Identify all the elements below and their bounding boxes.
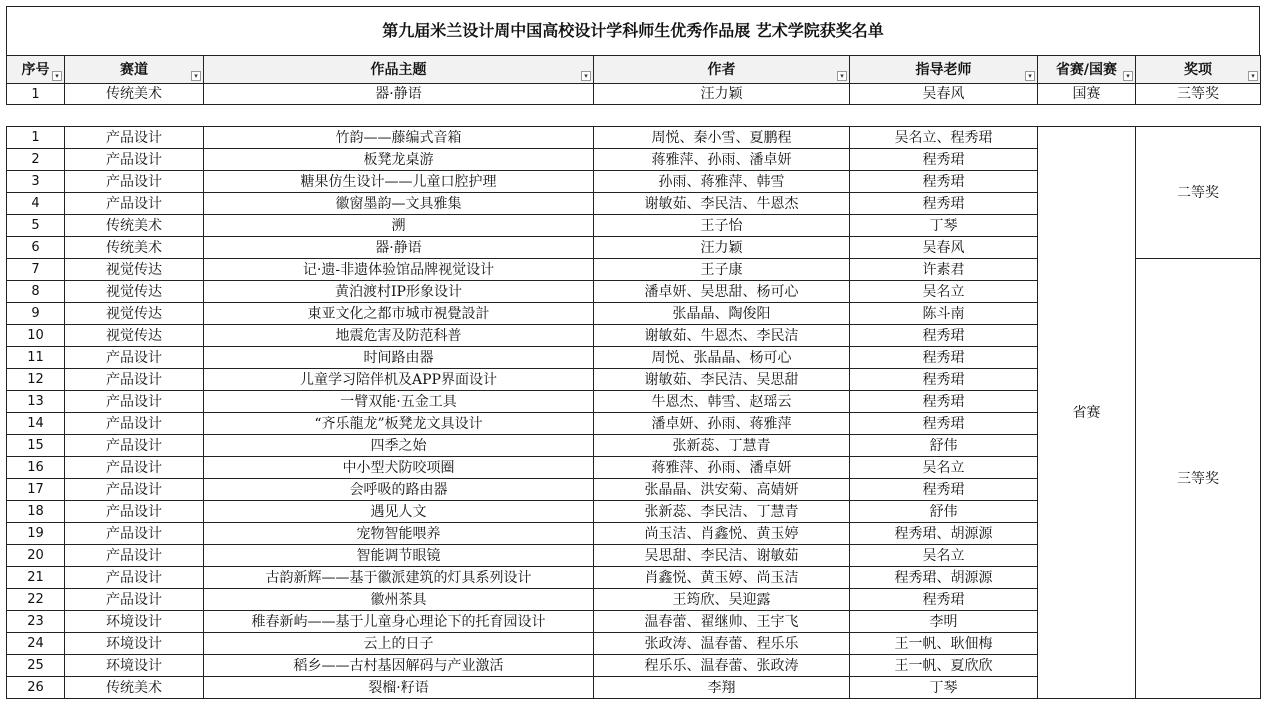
cell-work[interactable]: 宠物智能喂养 — [204, 523, 594, 545]
cell-advisor[interactable]: 吴名立、程秀珺 — [850, 127, 1038, 149]
cell-track[interactable]: 产品设计 — [65, 523, 204, 545]
cell-author[interactable]: 周悦、秦小雪、夏鹏程 — [594, 127, 850, 149]
cell-no[interactable]: 17 — [7, 479, 65, 501]
cell-no[interactable]: 20 — [7, 545, 65, 567]
cell-advisor[interactable]: 吴名立 — [850, 457, 1038, 479]
cell-track[interactable]: 视觉传达 — [65, 303, 204, 325]
cell-track[interactable]: 产品设计 — [65, 457, 204, 479]
cell-track[interactable]: 环境设计 — [65, 655, 204, 677]
cell-track[interactable]: 产品设计 — [65, 589, 204, 611]
cell-track[interactable]: 传统美术 — [65, 677, 204, 699]
cell-author[interactable]: 谢敏茹、李民洁、牛恩杰 — [594, 193, 850, 215]
sheet-title: 第九届米兰设计周中国高校设计学科师生优秀作品展 艺术学院获奖名单 — [7, 7, 1260, 56]
cell-no[interactable]: 14 — [7, 413, 65, 435]
cell-no[interactable]: 19 — [7, 523, 65, 545]
cell-author[interactable]: 潘卓妍、吴思甜、杨可心 — [594, 281, 850, 303]
provincial-table — [6, 126, 1261, 699]
cell-author[interactable]: 张新蕊、丁慧青 — [594, 435, 850, 457]
cell-work[interactable]: 四季之始 — [204, 435, 594, 457]
cell-work[interactable]: 古韵新辉——基于徽派建筑的灯具系列设计 — [204, 567, 594, 589]
cell-advisor[interactable]: 吴春风 — [850, 84, 1038, 105]
cell-advisor[interactable]: 舒伟 — [850, 435, 1038, 457]
cell-track[interactable]: 产品设计 — [65, 479, 204, 501]
cell-track[interactable]: 产品设计 — [65, 369, 204, 391]
cell-author[interactable]: 肖鑫悦、黄玉婷、尚玉洁 — [594, 567, 850, 589]
cell-track[interactable]: 传统美术 — [65, 237, 204, 259]
cell-track[interactable]: 产品设计 — [65, 347, 204, 369]
cell-no[interactable]: 4 — [7, 193, 65, 215]
cell-award-third-merged[interactable]: 三等奖 — [1136, 259, 1261, 699]
cell-author[interactable]: 谢敏茹、牛恩杰、李民洁 — [594, 325, 850, 347]
cell-track[interactable]: 环境设计 — [65, 611, 204, 633]
cell-work[interactable]: 记·遗-非遗体验馆品牌视觉设计 — [204, 259, 594, 281]
cell-track[interactable]: 传统美术 — [65, 84, 204, 105]
cell-no[interactable]: 13 — [7, 391, 65, 413]
cell-track[interactable]: 环境设计 — [65, 633, 204, 655]
cell-work[interactable]: 器·静语 — [204, 237, 594, 259]
cell-track[interactable]: 产品设计 — [65, 501, 204, 523]
national-row[interactable] — [7, 84, 1261, 105]
cell-no[interactable]: 9 — [7, 303, 65, 325]
cell-no[interactable]: 23 — [7, 611, 65, 633]
filter-dropdown-icon[interactable]: ▾ — [1025, 71, 1035, 81]
cell-no[interactable]: 10 — [7, 325, 65, 347]
cell-no[interactable]: 1 — [7, 127, 65, 149]
cell-track[interactable]: 产品设计 — [65, 127, 204, 149]
cell-no[interactable]: 5 — [7, 215, 65, 237]
cell-no[interactable]: 7 — [7, 259, 65, 281]
cell-advisor[interactable]: 程秀珺 — [850, 171, 1038, 193]
cell-author[interactable]: 汪力颖 — [594, 237, 850, 259]
cell-author[interactable]: 王筠欣、吴迎露 — [594, 589, 850, 611]
cell-advisor[interactable]: 程秀珺 — [850, 413, 1038, 435]
cell-advisor[interactable]: 舒伟 — [850, 501, 1038, 523]
cell-advisor[interactable]: 吴名立 — [850, 545, 1038, 567]
cell-no[interactable]: 15 — [7, 435, 65, 457]
cell-no[interactable]: 26 — [7, 677, 65, 699]
cell-work[interactable]: 溯 — [204, 215, 594, 237]
cell-work[interactable]: 器·静语 — [204, 84, 594, 105]
cell-no[interactable]: 8 — [7, 281, 65, 303]
cell-advisor[interactable]: 程秀珺 — [850, 391, 1038, 413]
cell-advisor[interactable]: 程秀珺 — [850, 479, 1038, 501]
filter-dropdown-icon[interactable]: ▾ — [191, 71, 201, 81]
cell-no[interactable]: 16 — [7, 457, 65, 479]
header-row — [7, 56, 1261, 84]
cell-work[interactable]: 東亚文化之都市城市視覺設計 — [204, 303, 594, 325]
cell-advisor[interactable]: 丁琴 — [850, 215, 1038, 237]
cell-advisor[interactable]: 程秀珺 — [850, 149, 1038, 171]
header-author[interactable]: 作者 ▾ — [594, 56, 850, 84]
cell-author[interactable]: 蒋雅萍、孙雨、潘卓妍 — [594, 457, 850, 479]
cell-track[interactable]: 产品设计 — [65, 567, 204, 589]
filter-dropdown-icon[interactable]: ▾ — [1248, 71, 1258, 81]
cell-advisor[interactable]: 吴春风 — [850, 237, 1038, 259]
cell-work[interactable]: 板凳龙桌游 — [204, 149, 594, 171]
cell-author[interactable]: 张政涛、温春蕾、程乐乐 — [594, 633, 850, 655]
cell-advisor[interactable]: 许素君 — [850, 259, 1038, 281]
cell-award-second-merged[interactable]: 二等奖 — [1136, 127, 1261, 259]
cell-work[interactable]: 一臂双能·五金工具 — [204, 391, 594, 413]
cell-work[interactable]: 会呼吸的路由器 — [204, 479, 594, 501]
cell-track[interactable]: 传统美术 — [65, 215, 204, 237]
cell-level-merged[interactable]: 省赛 — [1038, 127, 1136, 699]
cell-no[interactable]: 22 — [7, 589, 65, 611]
cell-work[interactable]: 徽州茶具 — [204, 589, 594, 611]
cell-track[interactable]: 视觉传达 — [65, 281, 204, 303]
header-level[interactable]: 省赛/国赛 ▾ — [1038, 56, 1136, 84]
cell-no[interactable]: 3 — [7, 171, 65, 193]
cell-track[interactable]: 产品设计 — [65, 171, 204, 193]
cell-work[interactable]: 智能调节眼镜 — [204, 545, 594, 567]
header-work[interactable]: 作品主题 ▾ — [204, 56, 594, 84]
cell-no[interactable]: 1 — [7, 84, 65, 105]
filter-dropdown-icon[interactable]: ▾ — [581, 71, 591, 81]
cell-work[interactable]: 稻乡——古村基因解码与产业激活 — [204, 655, 594, 677]
cell-work[interactable]: 徽窗墨韵—文具雅集 — [204, 193, 594, 215]
cell-advisor[interactable]: 王一帆、夏欣欣 — [850, 655, 1038, 677]
cell-work[interactable]: 糖果仿生设计——儿童口腔护理 — [204, 171, 594, 193]
cell-no[interactable]: 11 — [7, 347, 65, 369]
cell-author[interactable]: 王子康 — [594, 259, 850, 281]
cell-author[interactable]: 潘卓妍、孙雨、蒋雅萍 — [594, 413, 850, 435]
title-table — [6, 6, 1260, 56]
cell-author[interactable]: 张新蕊、李民洁、丁慧青 — [594, 501, 850, 523]
cell-advisor[interactable]: 陈斗南 — [850, 303, 1038, 325]
cell-author[interactable]: 牛恩杰、韩雪、赵瑶云 — [594, 391, 850, 413]
cell-work[interactable]: 时间路由器 — [204, 347, 594, 369]
cell-track[interactable]: 产品设计 — [65, 435, 204, 457]
cell-advisor[interactable]: 程秀珺 — [850, 369, 1038, 391]
cell-author[interactable]: 张晶晶、洪安菊、高婧妍 — [594, 479, 850, 501]
cell-advisor[interactable]: 程秀珺 — [850, 193, 1038, 215]
cell-author[interactable]: 周悦、张晶晶、杨可心 — [594, 347, 850, 369]
cell-author[interactable]: 李翔 — [594, 677, 850, 699]
cell-advisor[interactable]: 程秀珺 — [850, 589, 1038, 611]
cell-track[interactable]: 产品设计 — [65, 391, 204, 413]
cell-track[interactable]: 产品设计 — [65, 149, 204, 171]
cell-advisor[interactable]: 王一帆、耿佃梅 — [850, 633, 1038, 655]
cell-author[interactable]: 吴思甜、李民洁、谢敏茹 — [594, 545, 850, 567]
cell-no[interactable]: 24 — [7, 633, 65, 655]
cell-advisor[interactable]: 程秀珺、胡源源 — [850, 523, 1038, 545]
header-track[interactable]: 赛道 ▾ — [65, 56, 204, 84]
cell-advisor[interactable]: 李明 — [850, 611, 1038, 633]
cell-no[interactable]: 21 — [7, 567, 65, 589]
cell-no[interactable]: 12 — [7, 369, 65, 391]
cell-work[interactable]: 稚春新屿——基于儿童身心理论下的托育园设计 — [204, 611, 594, 633]
cell-advisor[interactable]: 程秀珺 — [850, 325, 1038, 347]
cell-no[interactable]: 6 — [7, 237, 65, 259]
header-no[interactable]: 序号 ▾ — [7, 56, 65, 84]
cell-work[interactable]: 中小型犬防咬项圈 — [204, 457, 594, 479]
cell-track[interactable]: 视觉传达 — [65, 259, 204, 281]
cell-track[interactable]: 产品设计 — [65, 545, 204, 567]
cell-author[interactable]: 蒋雅萍、孙雨、潘卓妍 — [594, 149, 850, 171]
filter-dropdown-icon[interactable]: ▾ — [52, 71, 62, 81]
filter-dropdown-icon[interactable]: ▾ — [837, 71, 847, 81]
cell-level[interactable]: 国赛 — [1038, 84, 1136, 105]
cell-advisor[interactable]: 丁琴 — [850, 677, 1038, 699]
cell-work[interactable]: 地震危害及防范科普 — [204, 325, 594, 347]
cell-work[interactable]: 遇见人文 — [204, 501, 594, 523]
cell-no[interactable]: 18 — [7, 501, 65, 523]
cell-author[interactable]: 温春蕾、翟继帅、王宇飞 — [594, 611, 850, 633]
cell-award[interactable]: 三等奖 — [1136, 84, 1261, 105]
cell-no[interactable]: 25 — [7, 655, 65, 677]
cell-advisor[interactable]: 程秀珺 — [850, 347, 1038, 369]
header-advisor[interactable]: 指导老师 ▾ — [850, 56, 1038, 84]
cell-author[interactable]: 谢敏茹、李民洁、吴思甜 — [594, 369, 850, 391]
cell-author[interactable]: 张晶晶、陶俊阳 — [594, 303, 850, 325]
cell-track[interactable]: 视觉传达 — [65, 325, 204, 347]
cell-author[interactable]: 程乐乐、温春蕾、张政涛 — [594, 655, 850, 677]
cell-work[interactable]: 裂榴·籽语 — [204, 677, 594, 699]
cell-author[interactable]: 孙雨、蒋雅萍、韩雪 — [594, 171, 850, 193]
cell-advisor[interactable]: 吴名立 — [850, 281, 1038, 303]
cell-no[interactable]: 2 — [7, 149, 65, 171]
cell-work[interactable]: 黄泊渡村IP形象设计 — [204, 281, 594, 303]
cell-advisor[interactable]: 程秀珺、胡源源 — [850, 567, 1038, 589]
cell-author[interactable]: 汪力颖 — [594, 84, 850, 105]
cell-work[interactable]: 云上的日子 — [204, 633, 594, 655]
filter-dropdown-icon[interactable]: ▾ — [1123, 71, 1133, 81]
cell-track[interactable]: 产品设计 — [65, 413, 204, 435]
header-award[interactable]: 奖项 ▾ — [1136, 56, 1261, 84]
cell-track[interactable]: 产品设计 — [65, 193, 204, 215]
cell-author[interactable]: 王子怡 — [594, 215, 850, 237]
cell-author[interactable]: 尚玉洁、肖鑫悦、黄玉婷 — [594, 523, 850, 545]
cell-work[interactable]: 儿童学习陪伴机及APP界面设计 — [204, 369, 594, 391]
cell-work[interactable]: “齐乐龍龙”板凳龙文具设计 — [204, 413, 594, 435]
header-table — [6, 55, 1261, 105]
table-row[interactable] — [7, 127, 1261, 149]
cell-work[interactable]: 竹韵——藤编式音箱 — [204, 127, 594, 149]
